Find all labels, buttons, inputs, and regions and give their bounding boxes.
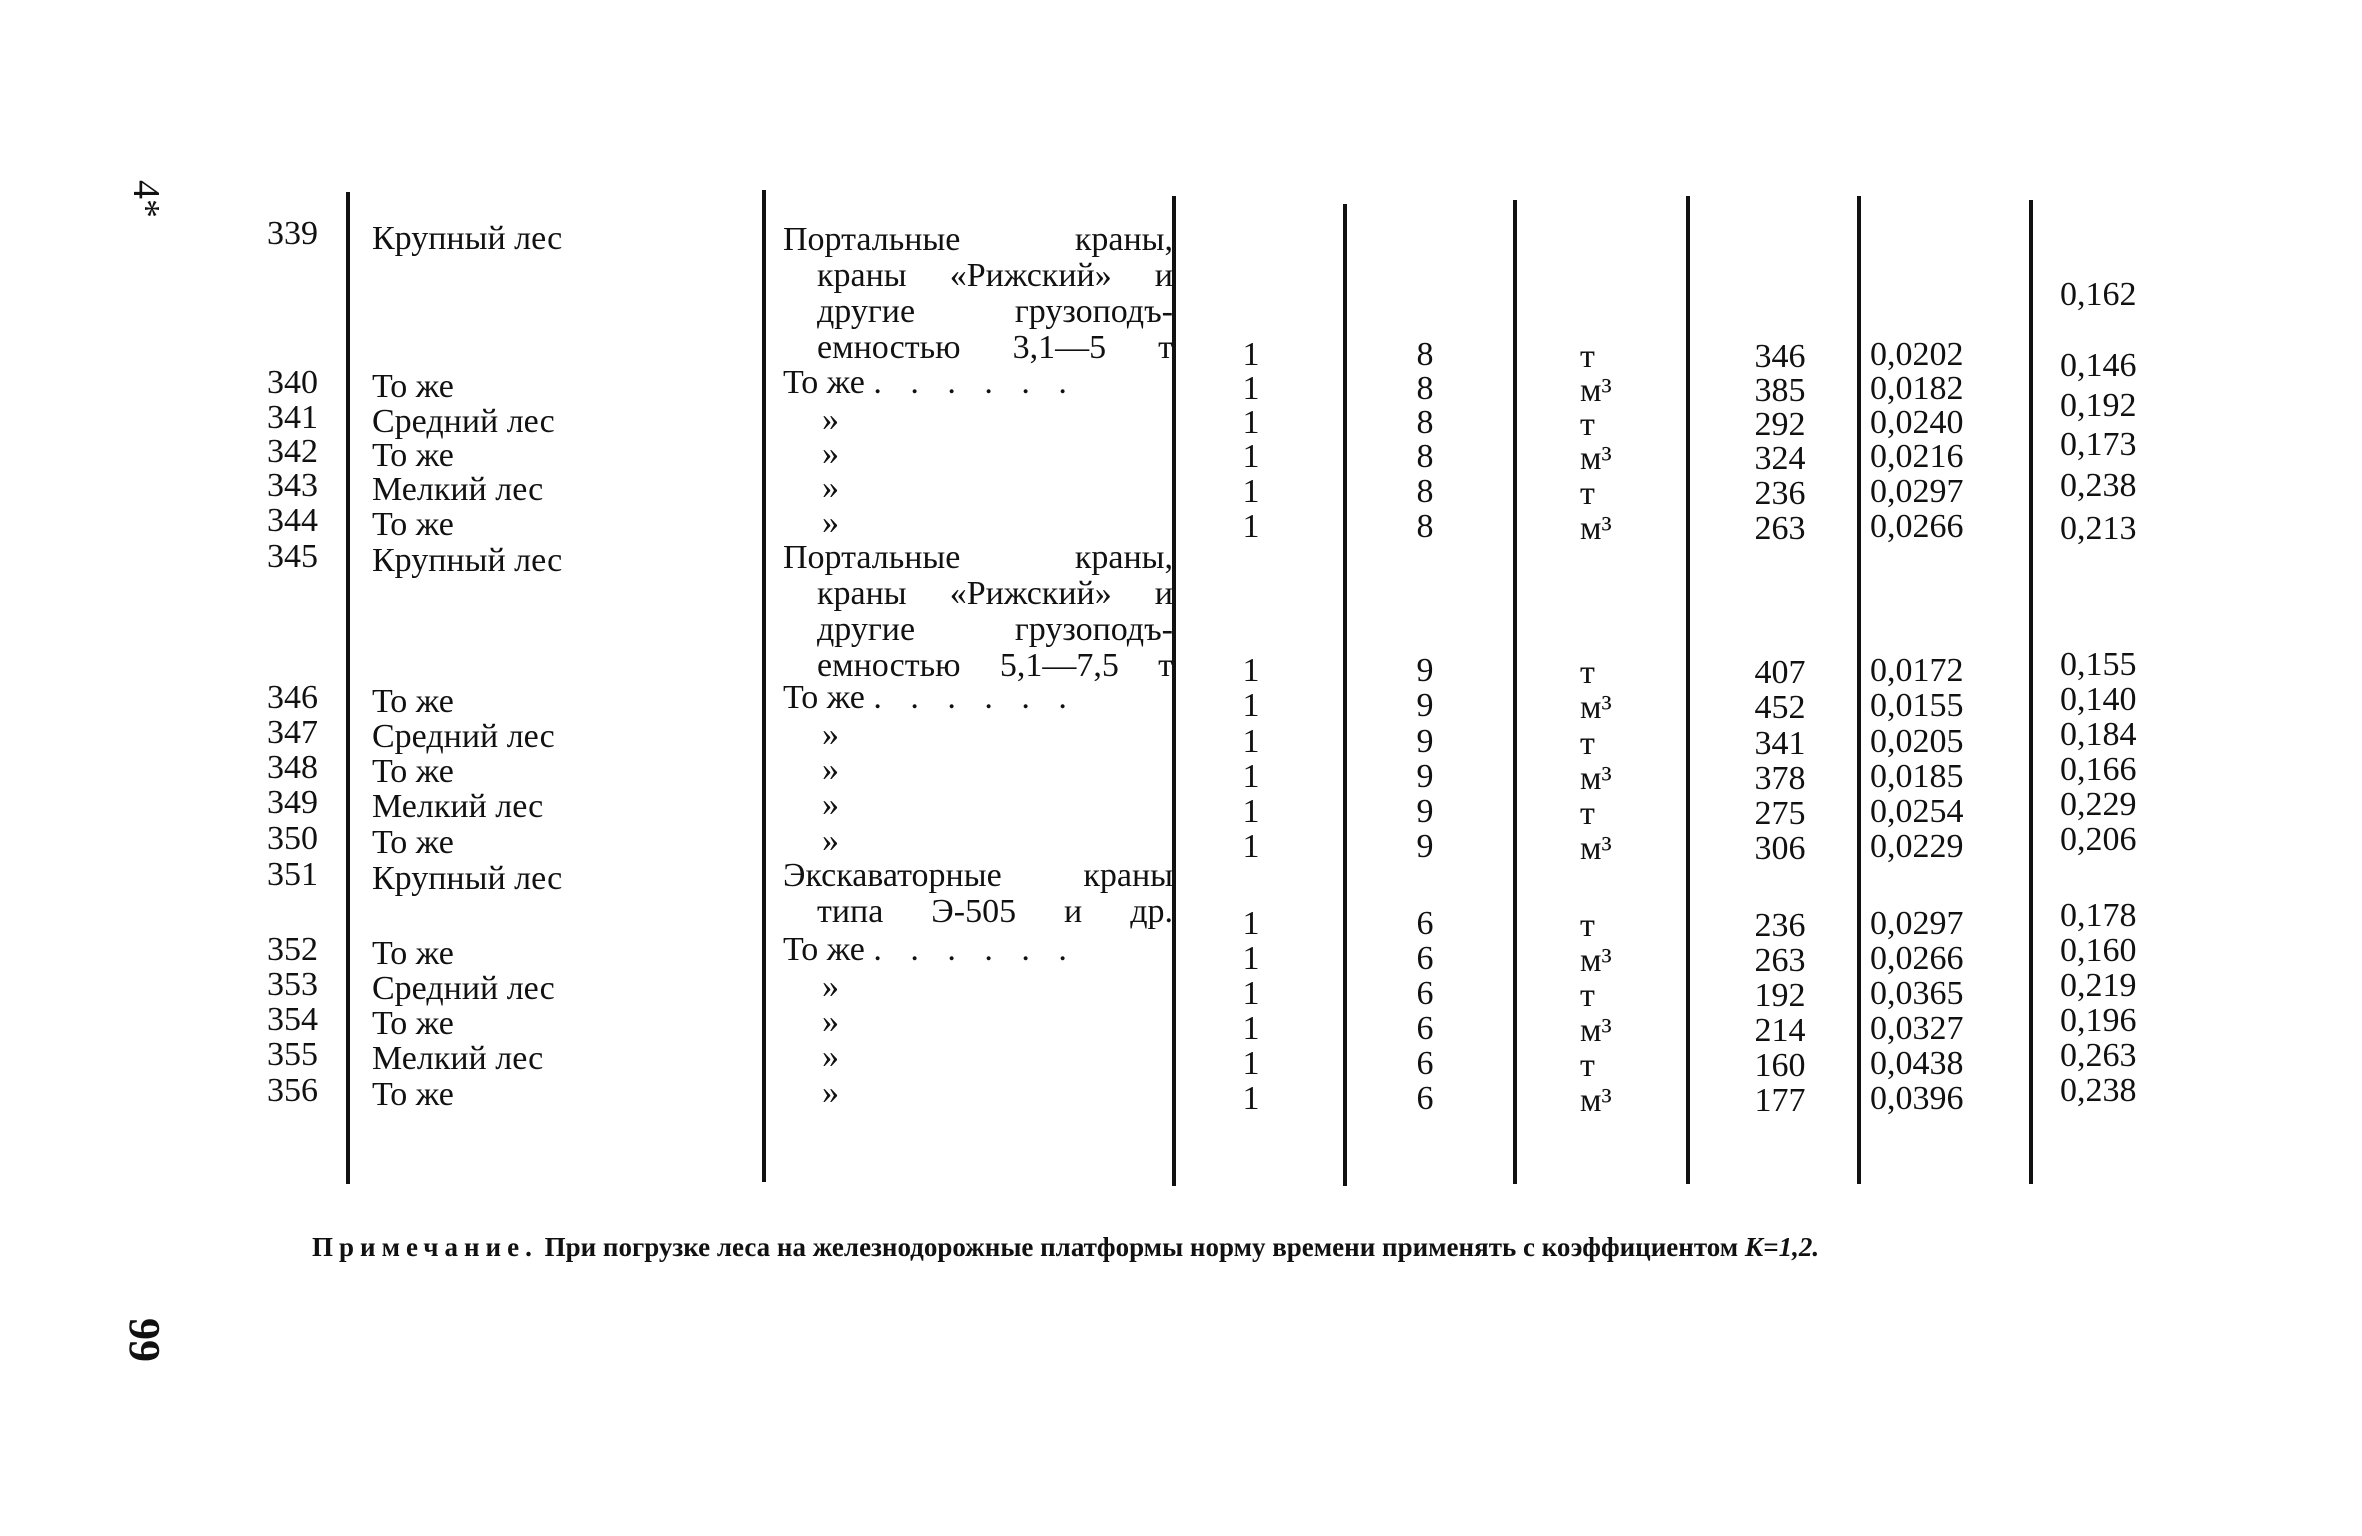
workers-count: 1 — [1242, 508, 1260, 545]
row-number: 352 — [267, 931, 318, 968]
worker-grade: 9 — [1416, 758, 1434, 795]
output-norm: 275 — [1754, 795, 1806, 832]
worker-grade: 6 — [1416, 940, 1434, 977]
mechanism-line: другие грузоподъ- — [817, 611, 1173, 648]
time-norm: 0,0396 — [1870, 1080, 1964, 1117]
row-number: 355 — [267, 1036, 318, 1073]
rate: 0,166 — [2060, 751, 2137, 788]
row-number: 346 — [267, 679, 318, 716]
unit: т — [1580, 654, 1595, 691]
row-number: 351 — [267, 856, 318, 893]
workers-count: 1 — [1242, 652, 1260, 689]
rate: 0,178 — [2060, 897, 2137, 934]
time-norm: 0,0365 — [1870, 975, 1964, 1012]
mechanism-mark: » — [822, 1074, 839, 1111]
worker-grade: 6 — [1416, 975, 1434, 1012]
row-number: 350 — [267, 820, 318, 857]
output-norm: 214 — [1754, 1012, 1806, 1049]
mechanism-mark: » — [822, 401, 839, 438]
worker-grade: 8 — [1416, 438, 1434, 475]
time-norm: 0,0297 — [1870, 473, 1964, 510]
time-norm: 0,0205 — [1870, 723, 1964, 760]
output-norm: 192 — [1754, 977, 1806, 1014]
worker-grade: 9 — [1416, 687, 1434, 724]
footnote-label: Примечание. — [312, 1232, 538, 1262]
worker-grade: 8 — [1416, 370, 1434, 407]
workers-count: 1 — [1242, 336, 1260, 373]
worker-grade: 9 — [1416, 793, 1434, 830]
cargo-name: Средний лес — [372, 718, 555, 755]
time-norm: 0,0185 — [1870, 758, 1964, 795]
time-norm: 0,0216 — [1870, 438, 1964, 475]
dot-leader: . . . . . . — [873, 364, 1077, 401]
mechanism-line: типа Э-505 и др. — [817, 893, 1173, 930]
unit: т — [1580, 977, 1595, 1014]
worker-grade: 9 — [1416, 828, 1434, 865]
cargo-name: Крупный лес — [372, 542, 563, 579]
workers-count: 1 — [1242, 723, 1260, 760]
cargo-name: То же — [372, 935, 454, 972]
cargo-name: Мелкий лес — [372, 1040, 544, 1077]
time-norm: 0,0202 — [1870, 336, 1964, 373]
output-norm: 236 — [1754, 475, 1806, 512]
workers-count: 1 — [1242, 758, 1260, 795]
cargo-name: Крупный лес — [372, 860, 563, 897]
footnote-text: При погрузке леса на железнодорожные платформы норму времени применять с коэффициентом — [544, 1232, 1739, 1262]
rate: 0,238 — [2060, 467, 2137, 504]
output-norm: 324 — [1754, 440, 1806, 477]
workers-count: 1 — [1242, 828, 1260, 865]
unit: т — [1580, 406, 1595, 443]
mechanism-mark: » — [822, 435, 839, 472]
mechanism-line: Экскаваторные краны — [783, 857, 1173, 894]
rate: 0,206 — [2060, 821, 2137, 858]
unit: т — [1580, 338, 1595, 375]
workers-count: 1 — [1242, 438, 1260, 475]
mechanism-description — [783, 858, 1173, 930]
unit: т — [1580, 1047, 1595, 1084]
row-number: 348 — [267, 749, 318, 786]
row-number: 349 — [267, 784, 318, 821]
mechanism-mark: » — [822, 716, 839, 753]
mechanism-line: краны «Рижский» и — [817, 257, 1173, 294]
output-norm: 452 — [1754, 689, 1806, 726]
row-number: 344 — [267, 502, 318, 539]
worker-grade: 6 — [1416, 1010, 1434, 1047]
time-norm: 0,0155 — [1870, 687, 1964, 724]
rate: 0,173 — [2060, 426, 2137, 463]
output-norm: 407 — [1754, 654, 1806, 691]
worker-grade: 8 — [1416, 473, 1434, 510]
worker-grade: 8 — [1416, 336, 1434, 373]
worker-grade: 6 — [1416, 1045, 1434, 1082]
worker-grade: 6 — [1416, 905, 1434, 942]
page-number: 99 — [120, 1318, 169, 1362]
mechanism-same — [783, 366, 1077, 400]
row-number: 342 — [267, 433, 318, 470]
worker-grade: 9 — [1416, 723, 1434, 760]
time-norm: 0,0172 — [1870, 652, 1964, 689]
unit: т — [1580, 725, 1595, 762]
margin-mark: 4* — [125, 180, 167, 218]
rate: 0,192 — [2060, 387, 2137, 424]
output-norm: 378 — [1754, 760, 1806, 797]
row-number: 343 — [267, 467, 318, 504]
rate: 0,140 — [2060, 681, 2137, 718]
output-norm: 306 — [1754, 830, 1806, 867]
mechanism-mark: То же — [783, 931, 865, 968]
cargo-name: Мелкий лес — [372, 471, 544, 508]
table-rule — [1343, 204, 1347, 1186]
unit: м³ — [1580, 1012, 1612, 1049]
unit: м³ — [1580, 372, 1612, 409]
output-norm: 263 — [1754, 510, 1806, 547]
mechanism-mark: » — [822, 469, 839, 506]
workers-count: 1 — [1242, 1080, 1260, 1117]
unit: м³ — [1580, 440, 1612, 477]
unit: т — [1580, 907, 1595, 944]
cargo-name: То же — [372, 506, 454, 543]
mechanism-line: Портальные краны, — [783, 221, 1173, 258]
row-number: 353 — [267, 966, 318, 1003]
mechanism-line: емностью 5,1—7,5 т — [817, 647, 1173, 684]
cargo-name: То же — [372, 683, 454, 720]
rate: 0,263 — [2060, 1037, 2137, 1074]
rate: 0,184 — [2060, 716, 2137, 753]
rate: 0,160 — [2060, 932, 2137, 969]
rate: 0,146 — [2060, 347, 2137, 384]
unit: м³ — [1580, 830, 1612, 867]
mechanism-line: Портальные краны, — [783, 539, 1173, 576]
cargo-name: Крупный лес — [372, 220, 563, 257]
mechanism-description — [783, 540, 1173, 684]
unit: м³ — [1580, 760, 1612, 797]
output-norm: 292 — [1754, 406, 1806, 443]
mechanism-mark: » — [822, 786, 839, 823]
time-norm: 0,0438 — [1870, 1045, 1964, 1082]
workers-count: 1 — [1242, 905, 1260, 942]
time-norm: 0,0240 — [1870, 404, 1964, 441]
workers-count: 1 — [1242, 473, 1260, 510]
worker-grade: 8 — [1416, 404, 1434, 441]
table-rule — [346, 192, 350, 1184]
dot-leader: . . . . . . — [873, 931, 1077, 968]
rate: 0,238 — [2060, 1072, 2137, 1109]
table-rule — [2029, 200, 2033, 1184]
cargo-name: То же — [372, 1005, 454, 1042]
cargo-name: Мелкий лес — [372, 788, 544, 825]
cargo-name: То же — [372, 824, 454, 861]
time-norm: 0,0266 — [1870, 940, 1964, 977]
rate: 0,219 — [2060, 967, 2137, 1004]
mechanism-line: краны «Рижский» и — [817, 575, 1173, 612]
unit: м³ — [1580, 689, 1612, 726]
mechanism-mark: То же — [783, 679, 865, 716]
footnote — [312, 1232, 2212, 1263]
mechanism-mark: » — [822, 504, 839, 541]
unit: т — [1580, 795, 1595, 832]
cargo-name: То же — [372, 753, 454, 790]
rate: 0,229 — [2060, 786, 2137, 823]
output-norm: 177 — [1754, 1082, 1806, 1119]
worker-grade: 9 — [1416, 652, 1434, 689]
table-rule — [1513, 200, 1517, 1184]
output-norm: 236 — [1754, 907, 1806, 944]
table-rule — [1857, 196, 1861, 1184]
unit: м³ — [1580, 1082, 1612, 1119]
row-number: 341 — [267, 399, 318, 436]
unit: м³ — [1580, 510, 1612, 547]
time-norm: 0,0254 — [1870, 793, 1964, 830]
unit: м³ — [1580, 942, 1612, 979]
row-number: 345 — [267, 538, 318, 575]
time-norm: 0,0327 — [1870, 1010, 1964, 1047]
cargo-name: Средний лес — [372, 970, 555, 1007]
mechanism-mark: » — [822, 822, 839, 859]
workers-count: 1 — [1242, 975, 1260, 1012]
worker-grade: 8 — [1416, 508, 1434, 545]
mechanism-mark: » — [822, 1003, 839, 1040]
footnote-coefficient: К=1,2. — [1744, 1232, 1820, 1262]
output-norm: 341 — [1754, 725, 1806, 762]
row-number: 356 — [267, 1072, 318, 1109]
mechanism-mark: » — [822, 968, 839, 1005]
workers-count: 1 — [1242, 370, 1260, 407]
row-number: 347 — [267, 714, 318, 751]
time-norm: 0,0266 — [1870, 508, 1964, 545]
row-number: 339 — [267, 215, 318, 252]
output-norm: 385 — [1754, 372, 1806, 409]
dot-leader: . . . . . . — [873, 679, 1077, 716]
cargo-name: То же — [372, 1076, 454, 1113]
row-number: 340 — [267, 364, 318, 401]
mechanism-mark: » — [822, 1038, 839, 1075]
mechanism-same — [783, 681, 1077, 715]
mechanism-line: емностью 3,1—5 т — [817, 329, 1173, 366]
worker-grade: 6 — [1416, 1080, 1434, 1117]
mechanism-mark: То же — [783, 364, 865, 401]
output-norm: 160 — [1754, 1047, 1806, 1084]
row-number: 354 — [267, 1001, 318, 1038]
time-norm: 0,0229 — [1870, 828, 1964, 865]
rate: 0,196 — [2060, 1002, 2137, 1039]
mechanism-mark: » — [822, 751, 839, 788]
unit: т — [1580, 475, 1595, 512]
workers-count: 1 — [1242, 404, 1260, 441]
cargo-name: То же — [372, 437, 454, 474]
table-rule — [1686, 196, 1690, 1184]
workers-count: 1 — [1242, 1010, 1260, 1047]
time-norm: 0,0182 — [1870, 370, 1964, 407]
cargo-name: То же — [372, 368, 454, 405]
rate: 0,155 — [2060, 646, 2137, 683]
table-rule — [762, 190, 766, 1182]
workers-count: 1 — [1242, 940, 1260, 977]
rate: 0,162 — [2060, 276, 2137, 313]
workers-count: 1 — [1242, 687, 1260, 724]
mechanism-line: другие грузоподъ- — [817, 293, 1173, 330]
output-norm: 263 — [1754, 942, 1806, 979]
output-norm: 346 — [1754, 338, 1806, 375]
rate: 0,213 — [2060, 510, 2137, 547]
workers-count: 1 — [1242, 1045, 1260, 1082]
mechanism-same — [783, 933, 1077, 967]
mechanism-description — [783, 222, 1173, 366]
cargo-name: Средний лес — [372, 403, 555, 440]
workers-count: 1 — [1242, 793, 1260, 830]
time-norm: 0,0297 — [1870, 905, 1964, 942]
